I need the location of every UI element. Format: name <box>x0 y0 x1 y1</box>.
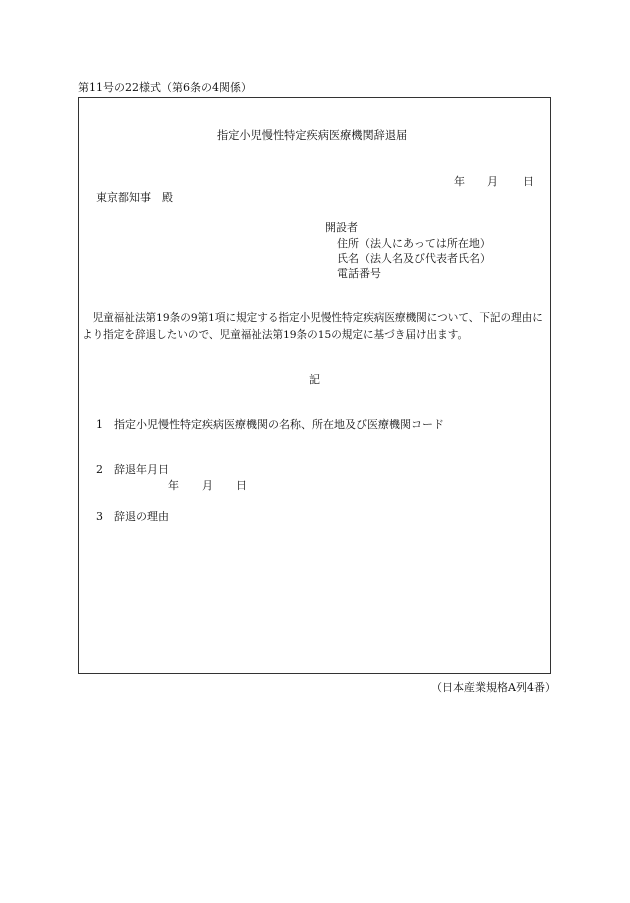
notice-paragraph: 児童福祉法第19条の9第1項に規定する指定小児慢性特定疾病医療機関について、下記の理由により指定を辞退したいので、児童福祉法第19条の15の規定に基づき届け出ます。 <box>82 312 543 341</box>
paper-size-note: （日本産業規格A列4番） <box>431 681 556 694</box>
item-number: 1 <box>96 418 103 431</box>
date-day-label: 日 <box>523 175 534 188</box>
form-number: 第11号の22様式（第6条の4関係） <box>78 81 252 94</box>
applicant-heading: 開設者 <box>325 221 358 234</box>
applicant-name-label: 氏名（法人名及び代表者氏名） <box>337 252 491 265</box>
ki-heading: 記 <box>309 373 320 386</box>
item-label-reason: 辞退の理由 <box>114 510 169 523</box>
item-number: 2 <box>96 463 103 476</box>
applicant-phone-label: 電話番号 <box>337 267 381 280</box>
item-label-withdrawal-date: 辞退年月日 <box>114 463 169 476</box>
applicant-address-label: 住所（法人にあっては所在地） <box>337 237 491 250</box>
withdrawal-year-label: 年 <box>168 479 179 492</box>
date-month-label: 月 <box>487 175 498 188</box>
item-label-institution: 指定小児慢性特定疾病医療機関の名称、所在地及び医療機関コード <box>114 418 444 431</box>
date-year-label: 年 <box>454 175 465 188</box>
addressee: 東京都知事 殿 <box>96 191 173 204</box>
withdrawal-month-label: 月 <box>202 479 213 492</box>
withdrawal-day-label: 日 <box>236 479 247 492</box>
item-number: 3 <box>96 510 103 523</box>
form-title: 指定小児慢性特定疾病医療機関辞退届 <box>217 129 408 142</box>
